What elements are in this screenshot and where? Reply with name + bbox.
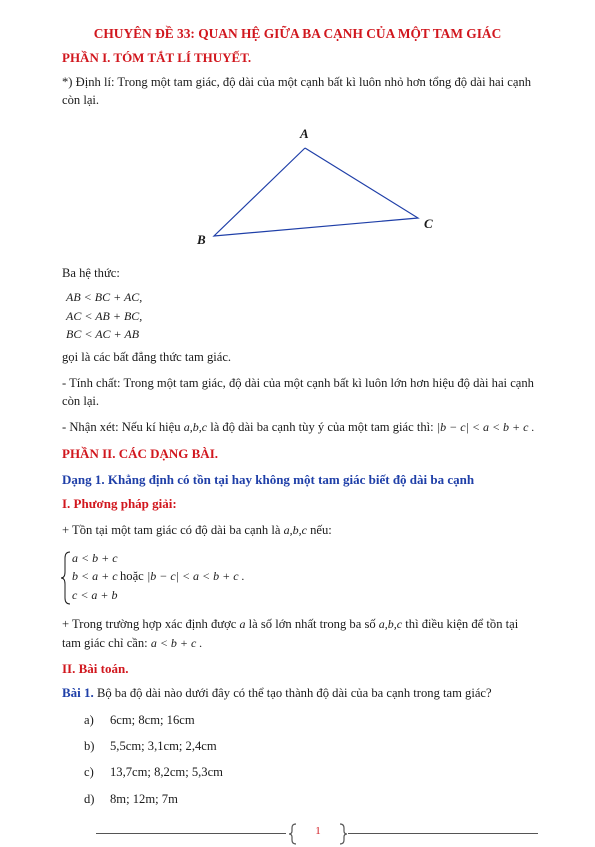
note-mid: là độ dài ba cạnh tùy ý của một tam giác thì: [207,420,437,434]
type1-heading: Dạng 1. Khẳng định có tồn tại hay không một tam giác biết độ dài ba cạnh [62,472,475,487]
left-brace-icon [60,550,72,606]
vertex-label-a: A [300,126,309,141]
page-number: 1 [315,825,321,837]
footer-rule-left [96,833,286,834]
case-line-2 [62,634,202,652]
option-b [84,737,217,755]
theorem-line-2: còn lại. [62,93,100,107]
note-vars: a,b,c [183,420,208,434]
bai1-line [62,684,492,702]
system-line-2: b < a + c [72,569,118,583]
option-d-label: d) [84,792,95,806]
problems-heading: II. Bài toán. [62,661,129,676]
or-formula: |b − c| < a < b + c . [146,569,245,583]
or-word: hoặc [120,569,144,583]
note-line [62,418,534,436]
exist-vars: a,b,c [283,523,307,537]
relations-outro: gọi là các bất đẳng thức tam giác. [62,350,232,364]
part1-heading: PHẦN I. TÓM TẮT LÍ THUYẾT. [62,50,252,65]
case-vars: a,b,c [378,617,403,631]
system-line-3: c < a + b [72,588,118,602]
option-a-label: a) [84,713,94,727]
case-formula: a < b + c . [150,636,203,650]
method-heading: I. Phương pháp giải: [62,496,177,511]
option-a-text: 6cm; 8cm; 16cm [110,713,195,727]
exist-prefix: + Tồn tại một tam giác có độ dài ba cạnh là [62,523,284,537]
vertex-label-b: B [197,232,206,247]
triangle-outline [214,148,418,236]
note-formula: |b − c| < a < b + c . [436,420,535,434]
relations-intro: Ba hệ thức: [62,266,120,280]
document-title: CHUYÊN ĐỀ 33: QUAN HỆ GIỮA BA CẠNH CỦA MỘT TAM GIÁC [93,26,502,41]
exist-line [62,521,332,539]
option-b-label: b) [84,739,95,753]
theorem-line-1: *) Định lí: Trong một tam giác, độ dài của một cạnh bất kì luôn nhỏ hơn tổng độ dài hai cạnh [62,75,532,89]
option-d-text: 8m; 12m; 7m [110,792,178,806]
footer-rule-right [348,833,538,834]
part2-heading: PHẦN II. CÁC DẠNG BÀI. [62,446,219,461]
property-line-2: còn lại. [62,394,100,408]
relation-1: AB < BC + AC, [66,290,143,304]
case-line-1 [62,615,518,633]
or-line [120,567,245,585]
relation-3: BC < AC + AB [66,327,140,341]
case-prefix: + Trong trường hợp xác định được [62,617,240,631]
relation-2: AC < AB + BC, [66,309,143,323]
vertex-label-c: C [424,216,433,231]
note-prefix: - Nhận xét: Nếu kí hiệu [62,420,184,434]
case-mid: là số lớn nhất trong ba số [245,617,379,631]
option-c-text: 13,7cm; 8,2cm; 5,3cm [110,765,223,779]
case-line2-prefix: tam giác chỉ cần: [62,636,151,650]
option-d [84,790,178,808]
option-c-label: c) [84,765,94,779]
case-var: a [239,617,246,631]
property-line-1: - Tính chất: Trong một tam giác, độ dài của một cạnh bất kì luôn lớn hơn hiệu độ dài hai cạnh [62,376,534,390]
option-b-text: 5,5cm; 3,1cm; 2,4cm [110,739,217,753]
option-c [84,763,223,781]
case-suffix: thì điều kiện để tồn tại [402,617,519,631]
bai1-label: Bài 1. [62,685,94,700]
exist-suffix: nếu: [306,523,332,537]
triangle-figure [180,120,460,255]
option-a [84,711,195,729]
system-line-1: a < b + c [72,551,118,565]
bai1-text: Bộ ba độ dài nào dưới đây có thể tạo thành độ dài của ba cạnh trong tam giác? [93,686,492,700]
